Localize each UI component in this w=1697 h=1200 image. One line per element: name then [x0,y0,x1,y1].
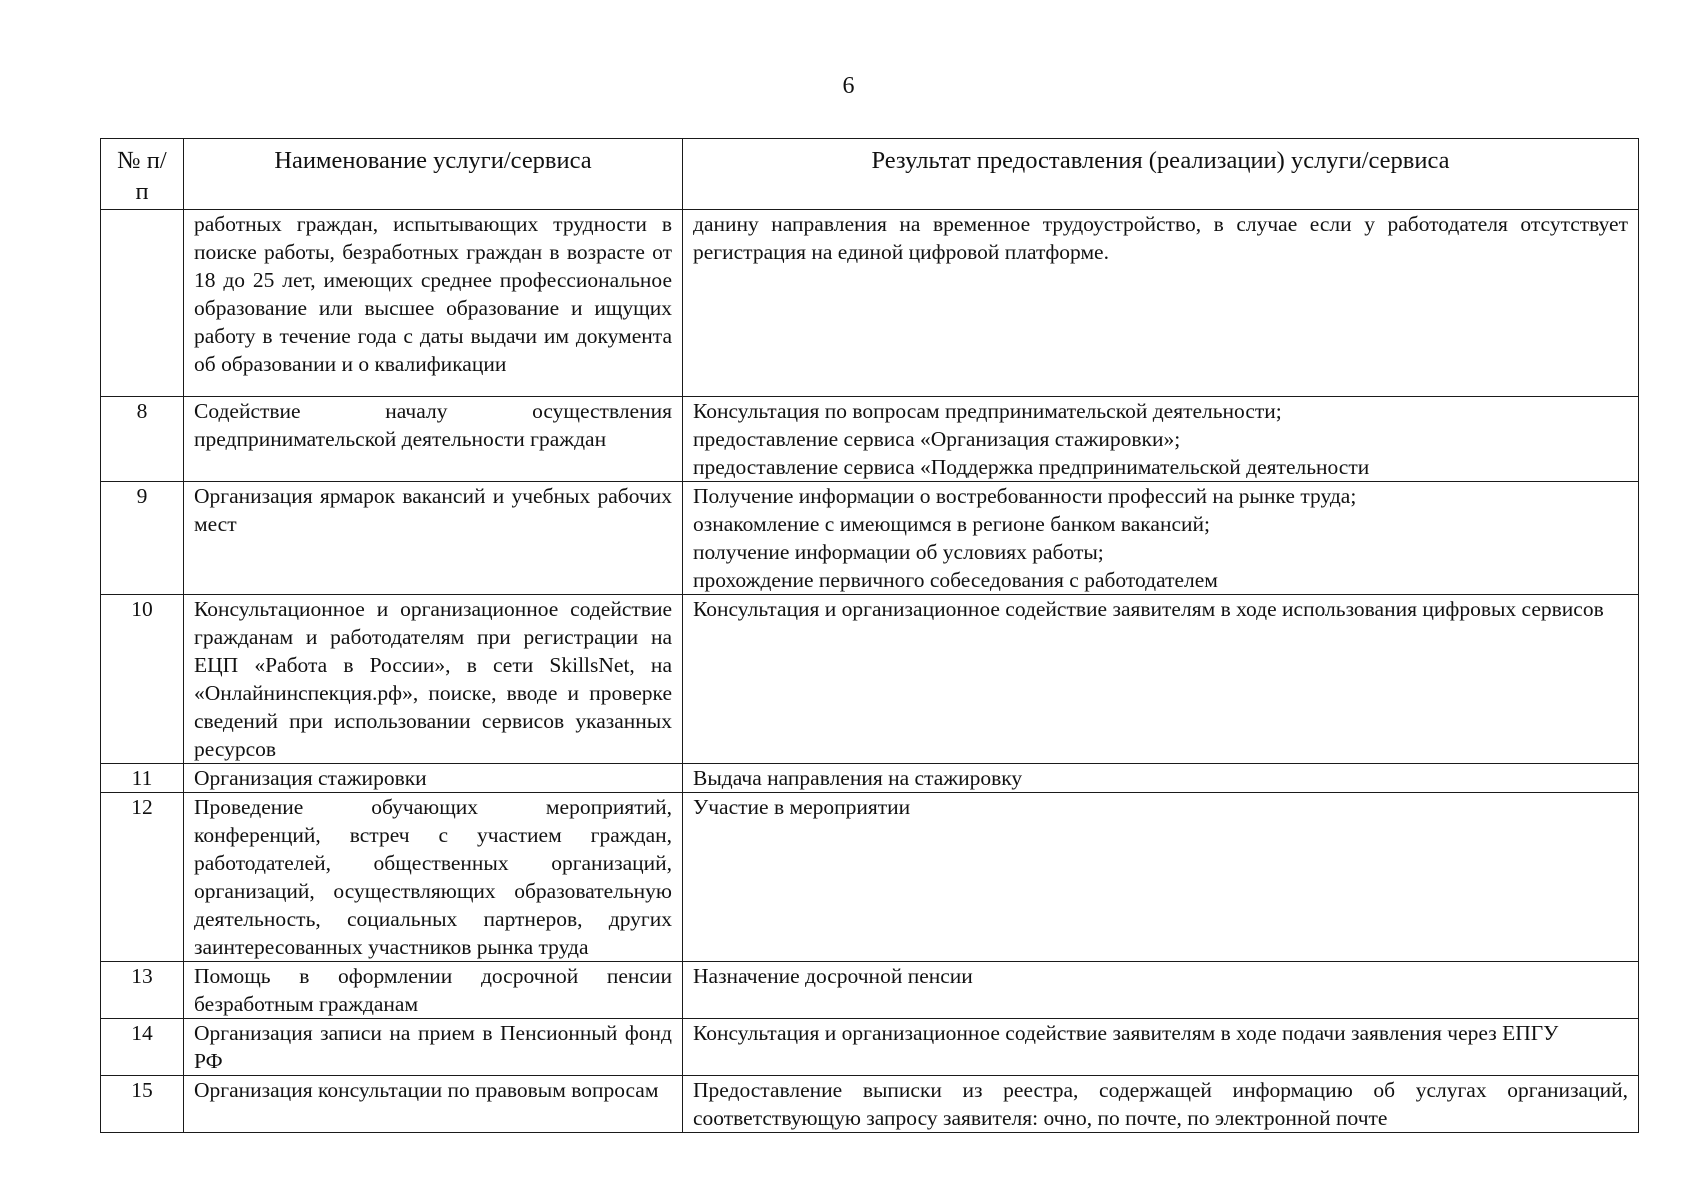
service-result [683,1076,1639,1133]
result-line: ознакомление с имеющимся в регионе банком вакансий; [693,512,1210,536]
table-header-row [101,139,1639,210]
result-line: Консультация по вопросам предпринимательской деятельности; [693,399,1282,423]
row-number: 15 [101,1076,184,1133]
service-name: Проведение обучающих мероприятий, конференций, встреч с участием граждан, работодателей, общественных организаций, организаций, осуществляющих образовательную деятельность, социальных партнеров, других заинтересованных участников рынка труда [184,793,683,962]
service-name: Организация стажировки [184,764,683,793]
result-line: Выдача направления на стажировку [693,766,1023,790]
service-name: Содействие началу осуществления предпринимательской деятельности граждан [184,397,683,482]
result-line: Получение информации о востребованности профессий на рынке труда; [693,484,1357,508]
header-num: № п/п [101,139,184,210]
service-result [683,1019,1639,1076]
service-name: Помощь в оформлении досрочной пенсии безработным гражданам [184,962,683,1019]
service-result [683,397,1639,482]
row-number: 8 [101,397,184,482]
result-line: предоставление сервиса «Поддержка предпринимательской деятельности [693,455,1370,479]
table-row [101,793,1639,962]
row-number [101,210,184,397]
service-name: Организация консультации по правовым вопросам [184,1076,683,1133]
service-name: Организация записи на прием в Пенсионный фонд РФ [184,1019,683,1076]
table-row [101,1076,1639,1133]
result-line: Назначение досрочной пенсии [693,964,973,988]
service-name: Организация ярмарок вакансий и учебных рабочих мест [184,482,683,595]
service-result [683,764,1639,793]
table-row [101,210,1639,397]
result-line: Консультация и организационное содействие заявителям в ходе подачи заявления через ЕПГУ [693,1021,1559,1045]
service-result [683,962,1639,1019]
table-row [101,595,1639,764]
service-result [683,793,1639,962]
service-result [683,482,1639,595]
row-number: 13 [101,962,184,1019]
service-name: работных граждан, испытывающих трудности в поиске работы, безработных граждан в возрасте от 18 до 25 лет, имеющих среднее профессиональное образование или высшее образование и ищущих работу в течение года с даты выдачи им документа об образовании и о квалификации [184,210,683,397]
table-row [101,482,1639,595]
service-name: Консультационное и организационное содействие гражданам и работодателям при регистрации на ЕЦП «Работа в России», в сети SkillsNet, на «Онлайнинспекция.рф», поиске, вводе и проверке сведений при использовании сервисов указанных ресурсов [184,595,683,764]
result-line: Предоставление выписки из реестра, содержащей информацию об услугах организаций, соответствующую запросу заявителя: очно, по почте, по электронной почте [693,1078,1628,1130]
row-number: 11 [101,764,184,793]
result-line: предоставление сервиса «Организация стажировки»; [693,427,1181,451]
row-number: 12 [101,793,184,962]
header-result: Результат предоставления (реализации) услуги/сервиса [683,139,1639,210]
result-line: Участие в мероприятии [693,795,911,819]
row-number: 9 [101,482,184,595]
table-row [101,962,1639,1019]
row-number: 10 [101,595,184,764]
service-result [683,210,1639,397]
result-line: Консультация и организационное содействие заявителям в ходе использования цифровых сервисов [693,597,1604,621]
result-line: данину направления на временное трудоустройство, в случае если у работодателя отсутствует регистрация на единой цифровой платформе. [693,212,1628,264]
table-row [101,397,1639,482]
result-line: получение информации об условиях работы; [693,540,1104,564]
page-number: 6 [842,73,855,99]
row-number: 14 [101,1019,184,1076]
table-row [101,1019,1639,1076]
table-row [101,764,1639,793]
service-result [683,595,1639,764]
services-table [100,138,1639,1133]
header-name: Наименование услуги/сервиса [184,139,683,210]
result-line: прохождение первичного собеседования с работодателем [693,568,1218,592]
